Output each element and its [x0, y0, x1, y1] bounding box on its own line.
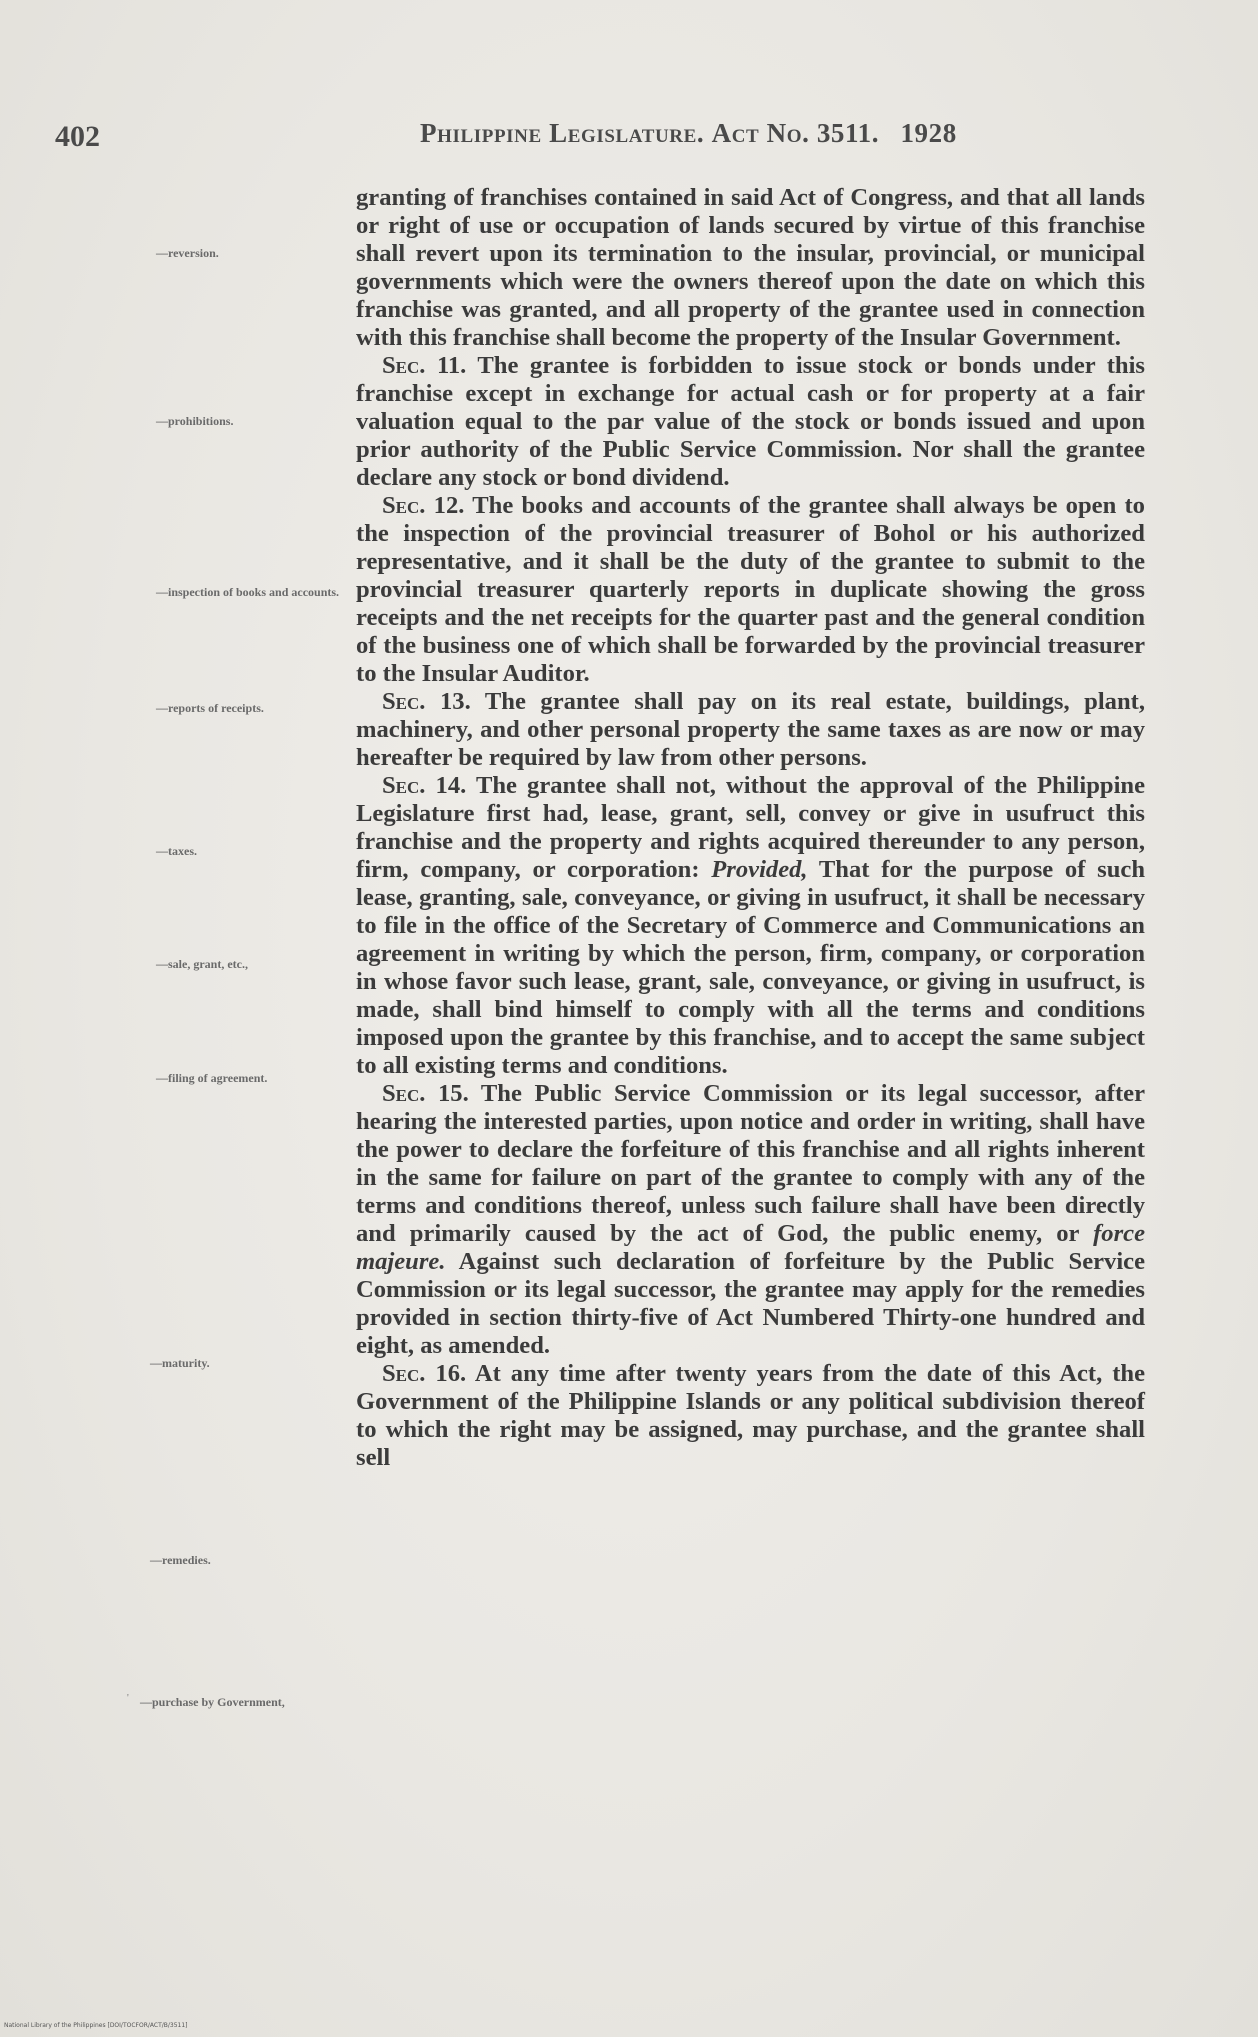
margin-note-prohibitions: —prohibitions. [156, 414, 234, 428]
section-text: At any time after twenty years from the date of this Act, the Government of the Philippine Islands or any political subdivision thereof to which the right may be assigned, may purchase, and the grantee shall sell [356, 1360, 1145, 1471]
section-15 [356, 1080, 1145, 1360]
footer-credit: National Library of the Philippines [DOI/TOCFOR/ACT/B/3511] [4, 2022, 188, 2029]
margin-note-taxes: —taxes. [156, 844, 197, 858]
running-head-title: Philippine Legislature. [420, 118, 705, 148]
section-text: The grantee is forbidden to issue stock or bonds under this franchise except in exchange for actual cash or for property at a fair valuation equal to the par value of the stock or bonds issued and upon prior authority of the Public Service Commission. Nor shall the grantee declare any stock or bond dividend. [356, 352, 1145, 491]
section-label: Sec. 16. [382, 1360, 467, 1387]
page-number: 402 [55, 120, 100, 153]
section-14 [356, 772, 1145, 1080]
section-label: Sec. 11. [382, 352, 467, 379]
section-11 [356, 352, 1145, 492]
section-text: The Public Service Commission or its legal successor, after hearing the interested parties, upon notice and order in writing, shall have the power to declare the forfeiture of this franchise and all rights inherent in the same for failure on part of the grantee to comply with any of the terms and conditions thereof, unless such failure shall have been directly and primarily caused by the act of God, the public enemy, or [356, 1080, 1145, 1247]
section-label: Sec. 13. [382, 688, 471, 715]
margin-note-inspection: —inspection of books and accounts. [156, 585, 340, 599]
margin-note-sale: —sale, grant, etc., [156, 957, 248, 971]
margin-note-reports: —reports of receipts. [156, 701, 264, 715]
margin-note-maturity: —maturity. [150, 1356, 210, 1370]
section-text: The grantee shall pay on its real estate, buildings, plant, machinery, and other personal property the same taxes as are now or may hereafter be required by law from other persons. [356, 688, 1145, 771]
margin-note-purchase: —purchase by Government, [140, 1695, 285, 1709]
running-head-year: 1928 [900, 118, 957, 148]
main-text [356, 184, 1145, 1472]
margin-mark: ' [127, 1693, 129, 1704]
section-16 [356, 1360, 1145, 1472]
margin-note-filing: —filing of agreement. [156, 1071, 268, 1085]
margin-note-reversion: —reversion. [156, 246, 219, 260]
provided-italic: Provided, [711, 856, 808, 883]
text-run: granting of franchises contained in said Act of Congress, and that all lands or right of use or occupation of lands secured by virtue of this franchise shall revert upon its termination to the insular, provincial, or municipal governments which were the owners thereof upon the date on which this franchise was granted, and all property of the grantee used in connection with this franchise shall become the property of the Insular Government. [356, 184, 1145, 351]
section-text: Against such declaration of forfeiture by the Public Service Commission or its legal successor, the grantee may apply for the remedies provided in section thirty-five of Act Numbered Thirty-one hundred and eight, as amended. [356, 1248, 1146, 1359]
paragraph-continuation [356, 184, 1145, 352]
section-12 [356, 492, 1145, 688]
section-13 [356, 688, 1145, 772]
section-text: The books and accounts of the grantee shall always be open to the inspection of the provincial treasurer of Bohol or his authorized representative, and it shall be the duty of the grantee to submit to the provincial treasurer quarterly reports in duplicate showing the gross receipts and the net receipts for the quarter past and the general condition of the business one of which shall be forwarded by the provincial treasurer to the Insular Auditor. [356, 492, 1145, 687]
section-text: That for the purpose of such lease, granting, sale, conveyance, or giving in usufruct, it shall be necessary to file in the office of the Secretary of Commerce and Communications an agreement in writing by which the person, firm, company, or corporation in whose favor such lease, grant, sale, conveyance, or giving in usufruct, is made, shall bind himself to comply with all the terms and conditions imposed upon the grantee by this franchise, and to accept the same subject to all existing terms and conditions. [356, 856, 1145, 1079]
running-head [420, 118, 957, 149]
section-label: Sec. 14. [382, 772, 467, 799]
running-head-act: Act No. 3511. [711, 118, 880, 148]
section-text: The grantee shall not, without the approval of the Philippine Legislature first had, lease, grant, sell, convey or give in usufruct this franchise and the property and rights acquired thereunder to any person, firm, company, or corporation: [356, 772, 1145, 883]
margin-note-remedies: —remedies. [150, 1553, 211, 1567]
force-majeure-italic: force majeure. [356, 1220, 1145, 1275]
section-label: Sec. 12. [382, 492, 465, 519]
section-label: Sec. 15. [382, 1080, 469, 1107]
